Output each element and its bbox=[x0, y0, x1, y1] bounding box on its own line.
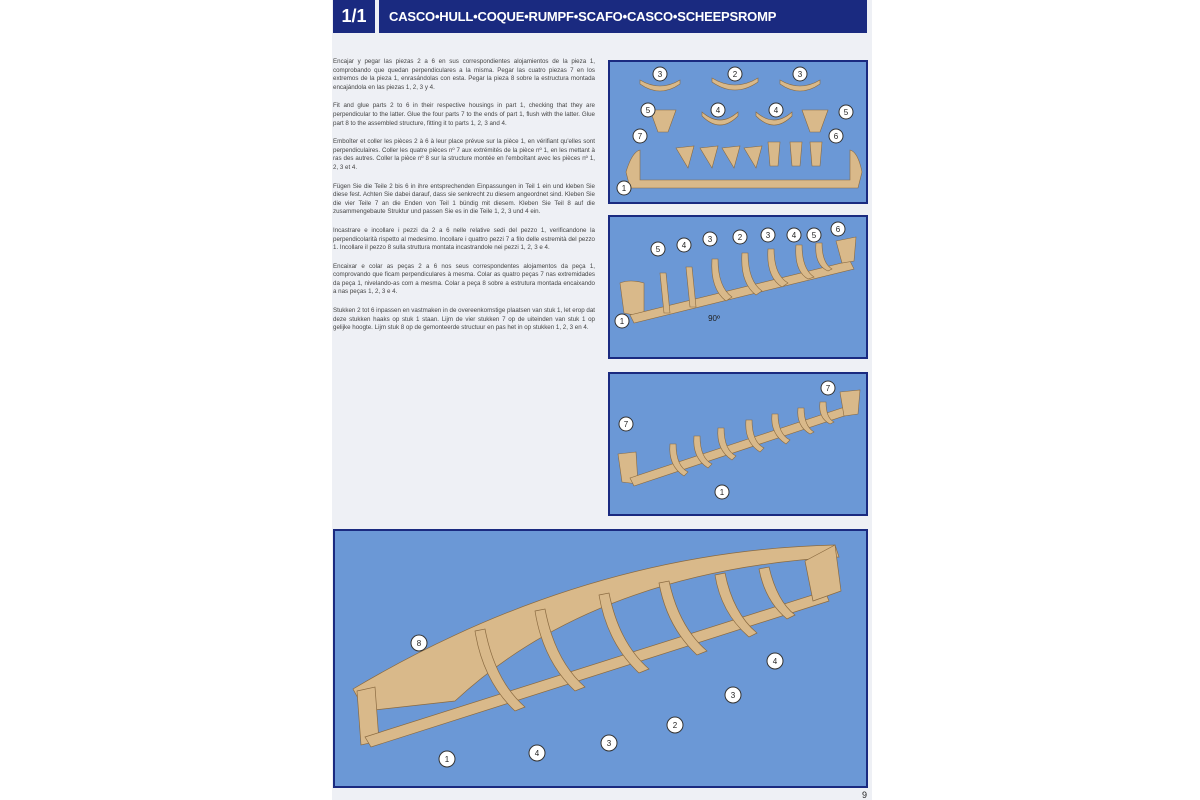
callout-3: 3 bbox=[606, 739, 612, 748]
instruction-en: Fit and glue parts 2 to 6 in their respective housings in part 1, checking that they are perpendicular to the latter. Glue the four parts 7 to the ends of part 1, flush with the latter. Glue part 8 to the assembled structure, fitting it to parts 1, 2, 3 and 4. bbox=[333, 102, 595, 127]
frames-figure bbox=[608, 215, 868, 359]
instructions-column bbox=[333, 58, 595, 343]
callout-3: 3 bbox=[765, 231, 771, 240]
page-number: 9 bbox=[862, 790, 868, 800]
callout-1: 1 bbox=[719, 488, 725, 497]
angle-label: 90º bbox=[708, 314, 720, 323]
callout-1: 1 bbox=[444, 755, 450, 764]
callout-2: 2 bbox=[737, 233, 743, 242]
callout-1: 1 bbox=[619, 317, 625, 326]
callout-7: 7 bbox=[637, 132, 643, 141]
callout-6: 6 bbox=[835, 225, 841, 234]
callout-2: 2 bbox=[732, 70, 738, 79]
callout-5: 5 bbox=[645, 106, 651, 115]
instruction-fr: Emboîter et coller les pièces 2 à 6 à leur place prévue sur la pièce 1, en vérifiant qu'elles sont perpendiculaires. Coller les quatre pièces nº 7 aux extrémités de la pièce nº 1, en les mettant à ras des autres. Coller la pièce nº 8 sur la structure montée en l'emboîtant avec les pièces nº 1, 2, 3 et 4. bbox=[333, 138, 595, 171]
callout-3: 3 bbox=[730, 691, 736, 700]
callout-7: 7 bbox=[623, 420, 629, 429]
callout-5: 5 bbox=[843, 108, 849, 117]
hull-figure bbox=[333, 529, 868, 788]
instruction-it: Incastrare e incollare i pezzi da 2 a 6 nelle relative sedi del pezzo 1, verificandone la perpendicolarità rispetto al medesimo. Incollare i quattro pezzi 7 a filo delle estremità del pezzo 1. Incollare il pezzo 8 sulla struttura montata incastrandole nei pezzi 1, 2, 3 e 4. bbox=[333, 226, 595, 252]
page-title: CASCO•HULL•COQUE•RUMPF•SCAFO•CASCO•SCHEEPSROMP bbox=[379, 0, 867, 33]
callout-6: 6 bbox=[833, 132, 839, 141]
instruction-de: Fügen Sie die Teile 2 bis 6 in ihre entsprechenden Einpassungen in Teil 1 ein und kleben Sie diese fest. Achten Sie dabei darauf, dass sie senkrecht zu diesem angeordnet sind. Kleben Sie die vier Teile 7 an die Enden von Teil 1 bündig mit diesem. Kleben Sie Teil 8 auf die zusammengebaute Struktur und passen Sie es in die Teile 1, 2, 3 und 4 ein. bbox=[333, 182, 595, 216]
instruction-nl: Stukken 2 tot 6 inpassen en vastmaken in de overeenkomstige plaatsen van stuk 1, let erop dat deze stukken haaks op stuk 1 staan. Lijm de vier stukken 7 op de uiteinden van stuk 1 op gelijke hoogte. Lijm stuk 8 op de gemonteerde structuur en pas het in op stukken 1, 2, 3 en 4. bbox=[333, 307, 595, 332]
callout-4: 4 bbox=[534, 749, 540, 758]
callout-4: 4 bbox=[772, 657, 778, 666]
callout-1: 1 bbox=[621, 184, 627, 193]
instruction-es: Encajar y pegar las piezas 2 a 6 en sus correspondientes alojamientos de la pieza 1, comprobando que quedan perpendiculares a la misma. Pegar las cuatro piezas 7 en los extremos de la pieza 1, enrasándolas con esta. Pegar la pieza 8 sobre la estructura montada encajándola en las piezas 1, 2, 3 y 4. bbox=[333, 58, 595, 91]
callout-3: 3 bbox=[657, 70, 663, 79]
callout-5: 5 bbox=[811, 231, 817, 240]
callout-4: 4 bbox=[715, 106, 721, 115]
callout-7: 7 bbox=[825, 384, 831, 393]
callout-4: 4 bbox=[773, 106, 779, 115]
ends-figure bbox=[608, 372, 868, 516]
callout-4: 4 bbox=[681, 241, 687, 250]
callout-2: 2 bbox=[672, 721, 678, 730]
callout-3: 3 bbox=[707, 235, 713, 244]
instruction-pt: Encaixar e colar as peças 2 a 6 nos seus correspondentes alojamentos da peça 1, comprovando que ficam perpendiculares à mesma. Colar as quatro peças 7 nas extremidades da peça 1, nivelando-as com a mesma. Colar a peça 8 sobre a estrutura montada encaixando a nas peças 1, 2, 3 e 4. bbox=[333, 262, 595, 296]
callout-5: 5 bbox=[655, 245, 661, 254]
callout-3: 3 bbox=[797, 70, 803, 79]
callout-8: 8 bbox=[416, 639, 422, 648]
parts-figure bbox=[608, 60, 868, 204]
callout-4: 4 bbox=[791, 231, 797, 240]
step-badge: 1/1 bbox=[333, 0, 375, 33]
